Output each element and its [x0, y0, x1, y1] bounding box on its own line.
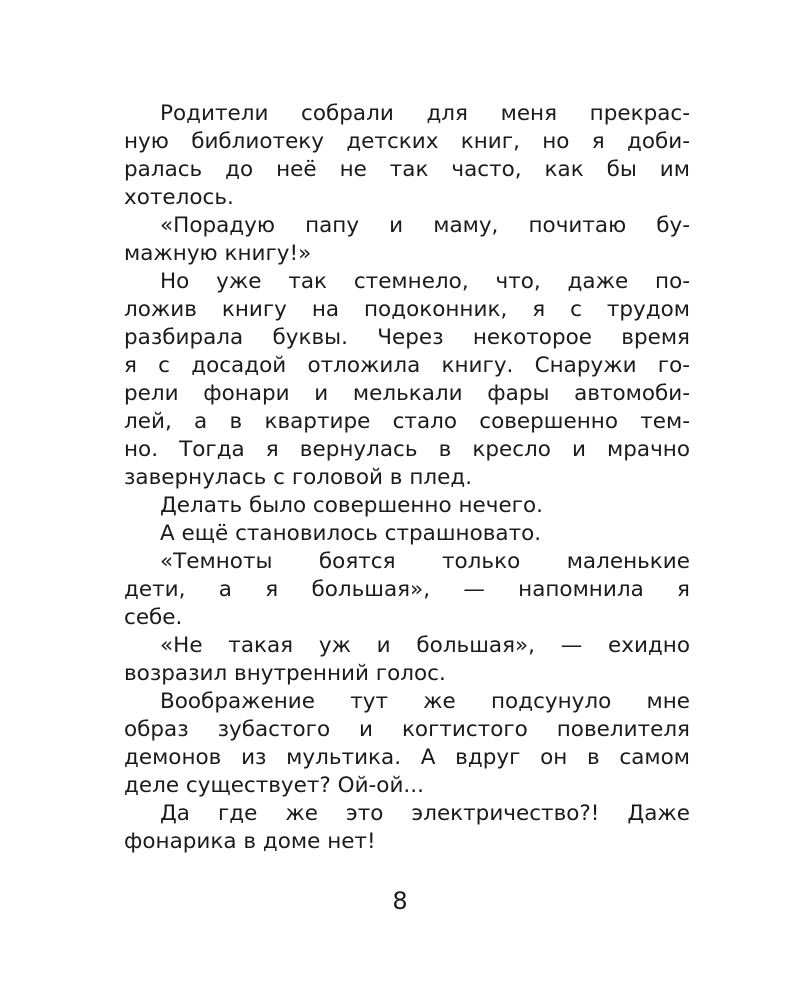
text-line: разбирала буквы. Через некоторое время: [124, 325, 690, 350]
text-line: Родители собрали для меня прекрас-: [160, 101, 690, 126]
text-line: ную библиотеку детских книг, но я доби-: [124, 129, 690, 154]
text-line: демонов из мультика. А вдруг он в самом: [124, 745, 690, 770]
text-line: себе.: [124, 605, 183, 630]
text-line: А ещё становилось страшновато.: [160, 521, 542, 546]
page-number: 8: [392, 887, 408, 915]
text-line: но. Тогда я вернулась в кресло и мрачно: [124, 437, 690, 462]
text-line: «Не такая уж и большая», — ехидно: [160, 633, 690, 658]
text-line: Но уже так стемнело, что, даже по-: [160, 269, 690, 294]
text-line: «Темноты боятся только маленькие: [160, 549, 690, 574]
text-line: возразил внутренний голос.: [124, 661, 446, 686]
text-line: мажную книгу!»: [124, 241, 312, 266]
text-line: Делать было совершенно нечего.: [160, 493, 543, 518]
text-line: ралась до неё не так часто, как бы им: [124, 157, 690, 182]
text-line: ложив книгу на подоконник, я с трудом: [124, 297, 690, 322]
text-line: рели фонари и мелькали фары автомоби-: [124, 381, 690, 406]
text-line: я с досадой отложила книгу. Снаружи го-: [124, 353, 690, 378]
text-line: деле существует? Ой-ой...: [124, 773, 424, 798]
text-line: фонарика в доме нет!: [124, 829, 376, 854]
text-line: дети, а я большая», — напомнила я: [124, 577, 690, 602]
text-line: завернулась с головой в плед.: [124, 465, 473, 490]
text-line: образ зубастого и когтистого повелителя: [124, 717, 690, 742]
text-line: хотелось.: [124, 185, 234, 210]
text-line: Воображение тут же подсунуло мне: [160, 689, 690, 714]
text-line: лей, а в квартире стало совершенно тем-: [124, 409, 690, 434]
text-line: «Порадую папу и маму, почитаю бу-: [160, 213, 690, 238]
text-line: Да где же это электричество?! Даже: [160, 801, 690, 826]
